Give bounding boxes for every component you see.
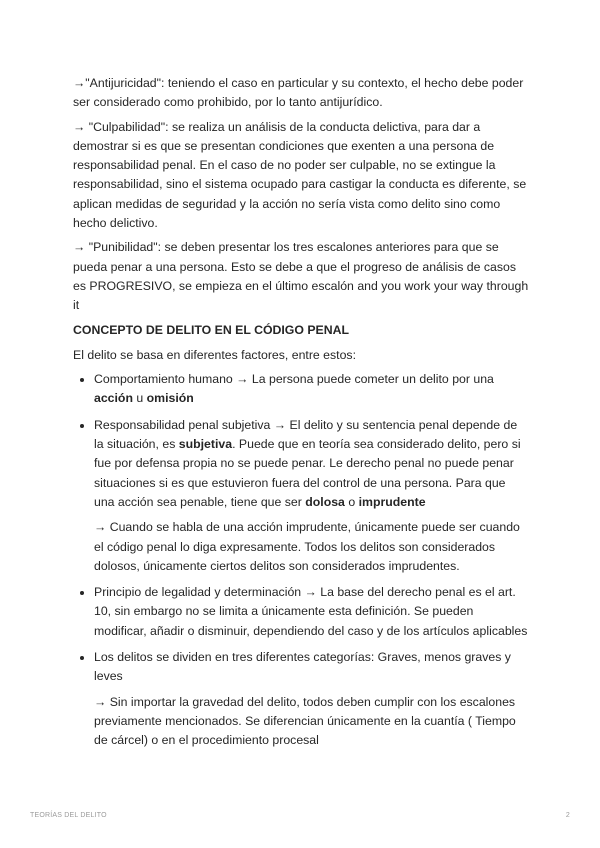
footer-title: TEORÍAS DEL DELITO — [30, 812, 107, 819]
bold-term-subjetiva: subjetiva — [178, 437, 233, 452]
list-item-comportamiento — [73, 370, 529, 409]
section-heading: CONCEPTO DE DELITO EN EL CÓDIGO PENAL — [73, 322, 350, 337]
list-item-main — [94, 416, 529, 512]
paragraph-antijuricidad: →"Antijuricidad": teniendo el caso en particular y su contexto, el hecho debe poder ser considerado como prohibido, por lo tanto antijurídico. — [73, 76, 524, 110]
list-item-responsabilidad — [73, 416, 529, 576]
list-item-note: → Sin importar la gravedad del delito, todos deben cumplir con los escalones previamente mencionados. Se diferencian únicamente en la cuantía ( Tiempo de cárcel) o en el procedimiento procesal — [94, 694, 516, 748]
page-number: 2 — [565, 812, 570, 819]
list-item-text: . Puede que en teoría sea considerado delito, pero si fue por defensa propia no se puede penar. Le derecho penal no puede penar situaciones si es que estuvieron fuera del control de una persona. Para que una acción sea penable, tiene que ser — [94, 437, 521, 509]
list-item-categorias — [73, 648, 529, 750]
bold-term-dolosa: dolosa — [305, 494, 345, 509]
document-body — [73, 74, 529, 758]
list-item-text: u — [132, 391, 147, 406]
list-item-text: o — [344, 494, 359, 509]
list-item-main: Los delitos se dividen en tres diferentes categorías: Graves, menos graves y leves — [94, 650, 511, 684]
list-item-text: Principio de legalidad y determinación → La base del derecho penal es el art. 10, sin embargo no se limita a únicamente esta definición. Se pueden modificar, añadir o disminuir, dependiendo del caso y de los artículos aplicables — [94, 585, 528, 638]
bold-term-omision: omisión — [146, 391, 194, 406]
factor-list — [73, 370, 529, 750]
bold-term-imprudente: imprudente — [358, 494, 426, 509]
list-item-text: Responsabilidad penal subjetiva → El delito y su sentencia penal depende de la situación, es — [94, 417, 518, 452]
section-intro: El delito se basa en diferentes factores, entre estos: — [73, 347, 356, 362]
list-item-legalidad — [73, 583, 529, 641]
list-item-note: → Cuando se habla de una acción imprudente, únicamente puede ser cuando el código penal lo diga expresamente. Todos los delitos son considerados dolosos, únicamente ciertos delitos son considerados imprudentes. — [94, 520, 520, 573]
paragraph-culpabilidad: → "Culpabilidad": se realiza un análisis de la conducta delictiva, para dar a demostrar si es que se presentan condiciones que exenten a una persona de responsabilidad penal. En el caso de no poder ser culpable, no se extingue la responsabilidad, sino el sistema ocupado para castigar la conducta es diferente, se aplican medidas de seguridad y la acción no sería vista como delito sino como hecho delictivo. — [73, 119, 527, 231]
bold-term-accion: acción — [94, 391, 133, 406]
list-item-text: Comportamiento humano → La persona puede cometer un delito por una — [94, 372, 494, 387]
paragraph-punibilidad: → "Punibilidad": se deben presentar los tres escalones anteriores para que se pueda penar a una persona. Esto se debe a que el progreso de análisis de casos es PROGRESIVO, se empieza en el último escalón and you work your way through it — [73, 240, 529, 313]
